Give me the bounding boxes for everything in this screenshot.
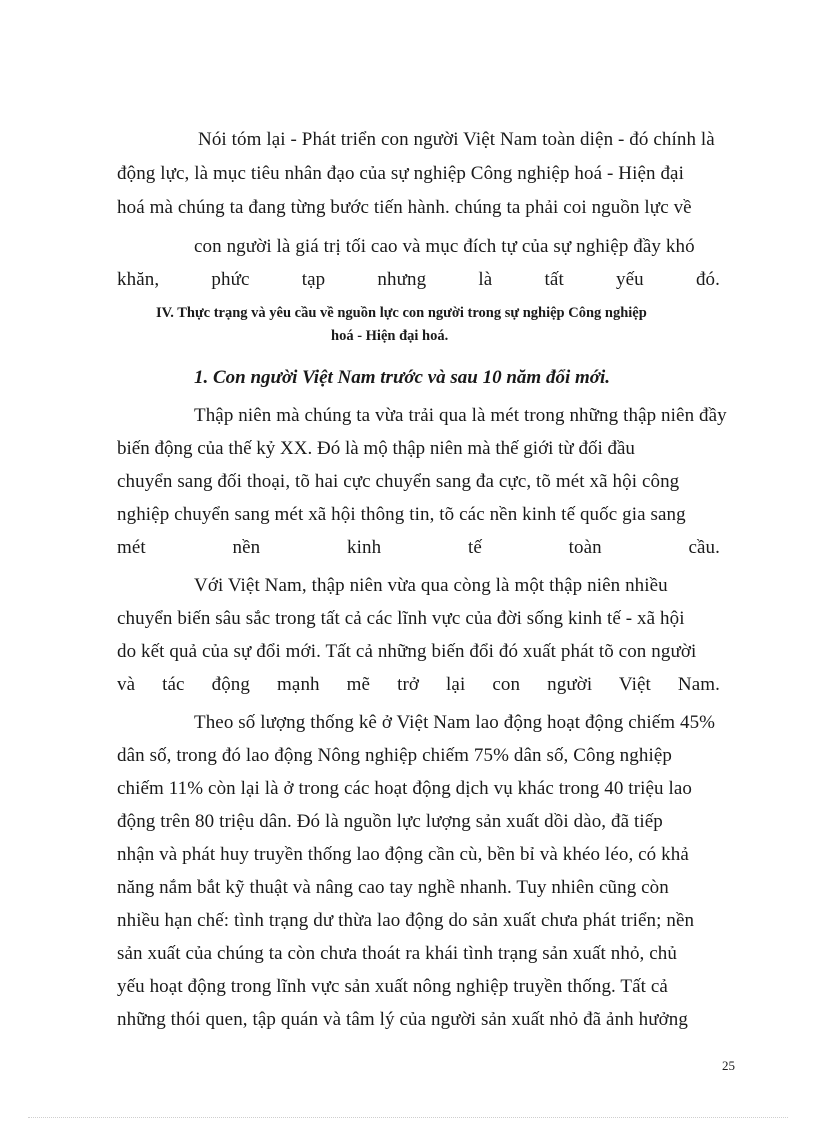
paragraph1-line-2: biến động của thế kỷ XX. Đó là mộ thập niên mà thế giới từ đối đầu bbox=[117, 438, 635, 459]
paragraph1-line-3: chuyển sang đối thoại, tõ hai cực chuyển sang đa cực, tõ mét xã hội công bbox=[117, 471, 680, 492]
paragraph3-line-6: năng nắm bắt kỹ thuật và nâng cao tay nghề nhanh. Tuy nhiên cũng còn bbox=[117, 877, 669, 898]
subheading: 1. Con người Việt Nam trước và sau 10 năm đổi mới. bbox=[194, 367, 610, 388]
paragraph3-line-7: nhiều hạn chế: tình trạng dư thừa lao động do sản xuất chưa phát triển; nền bbox=[117, 910, 695, 931]
paragraph3-line-3: chiếm 11% còn lại là ở trong các hoạt động dịch vụ khác trong 40 triệu lao bbox=[117, 778, 692, 799]
intro-line-3: hoá mà chúng ta đang từng bước tiến hành. chúng ta phải coi nguồn lực về bbox=[117, 197, 692, 218]
intro-line-2: động lực, là mục tiêu nhân đạo của sự nghiệp Công nghiệp hoá - Hiện đại bbox=[117, 163, 684, 184]
page-number: 25 bbox=[722, 1058, 735, 1073]
paragraph3-line-1: Theo số lượng thống kê ở Việt Nam lao động hoạt động chiếm 45% bbox=[194, 712, 716, 733]
section-heading-line-1: IV. Thực trạng và yêu cầu về nguồn lực con người trong sự nghiệp Công nghiệp bbox=[156, 305, 647, 321]
paragraph2-line-3: do kết quả của sự đổi mới. Tất cả những biến đổi đó xuất phát tõ con người bbox=[117, 641, 697, 662]
intro-line-4: con người là giá trị tối cao và mục đích tự của sự nghiệp đầy khó bbox=[194, 236, 695, 257]
page-bottom-divider bbox=[28, 1117, 788, 1118]
intro-line-5: khăn, phức tạp nhưng là tất yếu đó. bbox=[117, 269, 720, 290]
paragraph3-line-10: những thói quen, tập quán và tâm lý của người sản xuất nhỏ đã ảnh hưởng bbox=[117, 1009, 688, 1030]
paragraph1-line-4: nghiệp chuyển sang mét xã hội thông tin, tõ các nền kinh tế quốc gia sang bbox=[117, 504, 686, 525]
paragraph2-line-2: chuyển biến sâu sắc trong tất cả các lĩnh vực của đời sống kinh tế - xã hội bbox=[117, 608, 685, 629]
paragraph3-line-4: động trên 80 triệu dân. Đó là nguồn lực lượng sản xuất dồi dào, đã tiếp bbox=[117, 811, 663, 832]
paragraph3-line-9: yếu hoạt động trong lĩnh vực sản xuất nông nghiệp truyền thống. Tất cả bbox=[117, 976, 668, 997]
paragraph3-line-8: sản xuất của chúng ta còn chưa thoát ra khái tình trạng sản xuất nhỏ, chủ bbox=[117, 943, 677, 964]
paragraph3-line-5: nhận và phát huy truyền thống lao động cần cù, bền bỉ và khéo léo, có khả bbox=[117, 844, 689, 865]
intro-line-1: Nói tóm lại - Phát triển con người Việt Nam toàn diện - đó chính là bbox=[198, 129, 715, 150]
paragraph1-line-1: Thập niên mà chúng ta vừa trải qua là mét trong những thập niên đầy bbox=[194, 405, 727, 426]
paragraph1-line-5: mét nền kinh tế toàn cầu. bbox=[117, 537, 720, 558]
section-heading-line-2: hoá - Hiện đại hoá. bbox=[331, 328, 449, 344]
paragraph2-line-1: Với Việt Nam, thập niên vừa qua còng là một thập niên nhiều bbox=[194, 575, 668, 596]
paragraph2-line-4: và tác động mạnh mẽ trở lại con người Việt Nam. bbox=[117, 674, 720, 695]
paragraph3-line-2: dân số, trong đó lao động Nông nghiệp chiếm 75% dân số, Công nghiệp bbox=[117, 745, 672, 766]
